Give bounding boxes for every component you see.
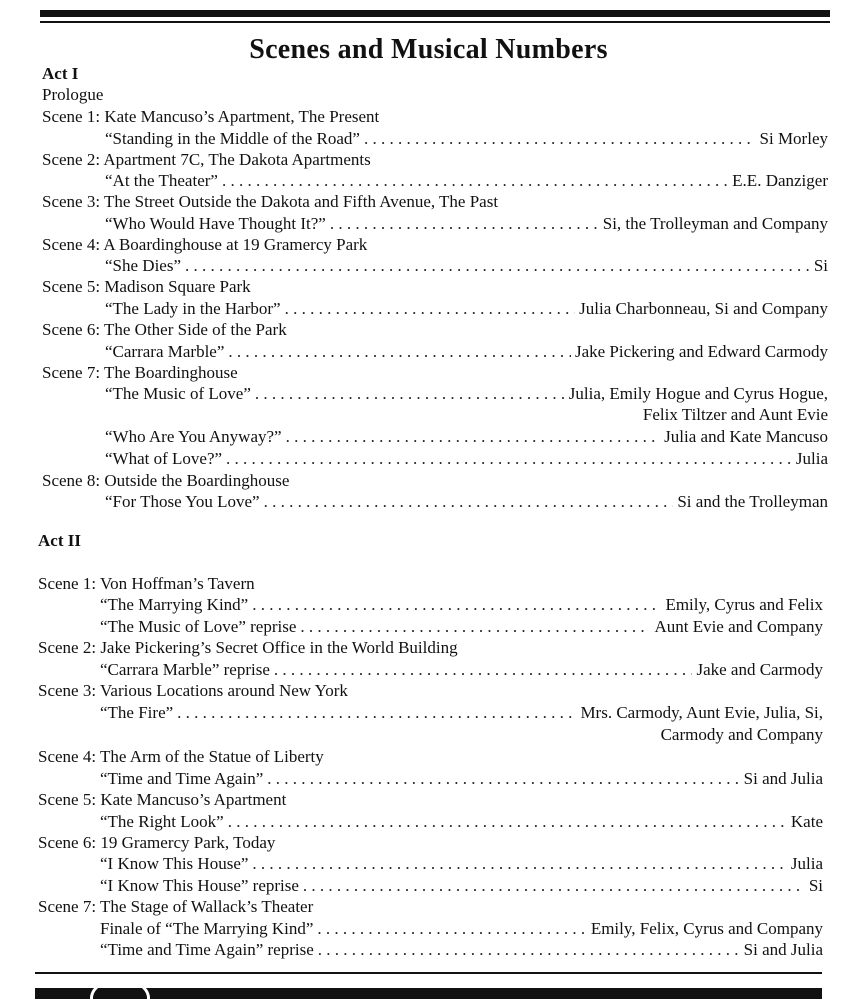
song-performers: Emily, Cyrus and Felix [665,595,823,614]
scene-heading: Scene 1: Kate Mancuso’s Apartment, The Present [42,107,380,126]
dot-leader [228,341,571,363]
dot-leader [255,383,565,405]
song-performers: Si and the Trolleyman [677,492,828,511]
song-performers: Emily, Felix, Cyrus and Company [590,919,823,938]
song-title: “Who Are You Anyway?” [105,427,282,446]
dot-leader [364,128,756,150]
scene-heading: Scene 2: Apartment 7C, The Dakota Apartments [42,150,371,169]
dot-leader [267,768,739,790]
song-performers: Jake Pickering and Edward Carmody [574,342,828,361]
song-performers: Si and Julia [743,769,823,788]
song-row [105,448,828,470]
song-row [105,128,828,150]
top-rule-thin [40,21,830,23]
song-row [100,616,823,638]
song-title: “Carrara Marble” reprise [100,660,270,679]
dot-leader [274,659,693,681]
song-title: “Time and Time Again” [100,769,264,788]
song-title: “The Marrying Kind” [100,595,249,614]
song-title: “Who Would Have Thought It?” [105,214,326,233]
song-performers: Julia [790,854,823,873]
song-row [100,853,823,875]
prologue: Prologue [42,85,104,104]
song-title: “At the Theater” [105,171,218,190]
dot-leader [252,853,786,875]
song-row [105,170,828,192]
song-title: “The Music of Love” reprise [100,617,297,636]
song-title: “I Know This House” reprise [100,876,299,895]
scene-heading: Scene 7: The Stage of Wallack’s Theater [38,897,314,916]
song-title: “The Fire” [100,703,174,722]
scene-heading: Scene 2: Jake Pickering’s Secret Office in the World Building [38,638,458,657]
scene-heading: Scene 6: 19 Gramercy Park, Today [38,833,276,852]
song-row [100,659,823,681]
song-performers: Julia [795,449,828,468]
song-row [105,491,828,513]
song-title: “Standing in the Middle of the Road” [105,129,360,148]
bottom-rule [35,972,822,974]
song-performers: Si and Julia [743,940,823,959]
song-performers: Julia Charbonneau, Si and Company [579,299,828,318]
song-performers: Aunt Evie and Company [654,617,823,636]
dot-leader [285,298,576,320]
song-performers: Jake and Carmody [696,660,823,679]
scene-heading: Scene 3: Various Locations around New York [38,681,348,700]
song-title: “The Music of Love” [105,384,251,403]
song-performers: Si Morley [759,129,828,148]
song-title: “Time and Time Again” reprise [100,940,314,959]
song-row [100,594,823,616]
scene-heading: Scene 6: The Other Side of the Park [42,320,287,339]
song-row [100,875,823,897]
dot-leader [252,594,661,616]
top-rule-thick [40,10,830,17]
song-row [105,383,828,405]
song-title: “What of Love?” [105,449,223,468]
song-title: “She Dies” [105,256,182,275]
scene-heading: Scene 7: The Boardinghouse [42,363,238,382]
dot-leader [177,702,576,724]
dot-leader [330,213,599,235]
song-row [100,939,823,961]
scene-heading: Scene 4: A Boardinghouse at 19 Gramercy Park [42,235,368,254]
footer-emblem [90,988,150,999]
song-row [105,298,828,320]
act-heading: Act I [42,64,79,83]
song-performers: Kate [790,812,823,831]
song-row [100,918,823,940]
dot-leader [228,811,787,833]
dot-leader [286,426,661,448]
footer-bar [35,988,822,999]
scene-heading: Scene 8: Outside the Boardinghouse [42,471,290,490]
page-title: Scenes and Musical Numbers [249,34,608,65]
dot-leader [317,918,586,940]
dot-leader [300,616,650,638]
song-row [100,768,823,790]
performers-continued: Felix Tiltzer and Aunt Evie [642,405,828,424]
song-title: “The Right Look” [100,812,224,831]
song-performers: Julia and Kate Mancuso [664,427,828,446]
song-row [100,811,823,833]
dot-leader [303,875,805,897]
dot-leader [264,491,674,513]
song-row [105,341,828,363]
song-row [105,213,828,235]
song-title: “I Know This House” [100,854,249,873]
scene-heading: Scene 3: The Street Outside the Dakota and Fifth Avenue, The Past [42,192,499,211]
song-row [100,702,823,724]
scene-heading: Scene 5: Kate Mancuso’s Apartment [38,790,287,809]
dot-leader [226,448,792,470]
performers-continued: Carmody and Company [660,725,823,744]
song-row [105,255,828,277]
song-performers: E.E. Danziger [732,171,828,190]
song-title: “Carrara Marble” [105,342,225,361]
song-title: “For Those You Love” [105,492,260,511]
song-row [105,426,828,448]
scene-heading: Scene 1: Von Hoffman’s Tavern [38,574,255,593]
scene-heading: Scene 4: The Arm of the Statue of Liberty [38,747,324,766]
song-title: “The Lady in the Harbor” [105,299,281,318]
scene-heading: Scene 5: Madison Square Park [42,277,251,296]
dot-leader [185,255,810,277]
song-title: Finale of “The Marrying Kind” [100,919,314,938]
song-performers: Si, the Trolleyman and Company [602,214,828,233]
song-performers: Si [808,876,823,895]
act-heading: Act II [38,531,81,550]
dot-leader [222,170,728,192]
song-performers: Mrs. Carmody, Aunt Evie, Julia, Si, [580,703,823,722]
song-performers: Si [813,256,828,275]
song-performers: Julia, Emily Hogue and Cyrus Hogue, [568,384,828,403]
dot-leader [318,939,740,961]
